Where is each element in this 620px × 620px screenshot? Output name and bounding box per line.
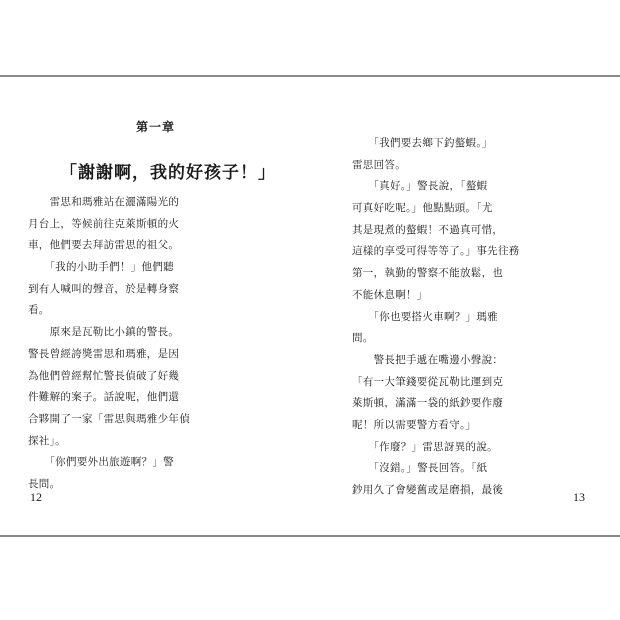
text-line: 問。 <box>352 332 374 345</box>
text-line: 看。 <box>28 304 50 317</box>
text-line: 到有人喊叫的聲音，於是轉身察 <box>28 282 180 295</box>
text-line: 雷思回答。 <box>352 158 406 171</box>
chapter-title: 「謝謝啊，我的好孩子！」 <box>60 163 276 183</box>
text-line: 「我們要去鄉下釣螯蝦。」 <box>352 137 493 149</box>
text-line: 合夥開了一家「雷思與瑪雅少年偵 <box>28 412 190 425</box>
text-line: 雷思和瑪雅站在灑滿陽光的 <box>28 196 180 208</box>
right-page-text <box>352 133 592 502</box>
text-line: 「你們要外出旅遊啊？」警 <box>28 456 174 469</box>
right-page <box>352 78 592 533</box>
chapter-label: 第一章 <box>136 120 176 134</box>
text-line: 原來是瓦勒比小鎮的警長。 <box>28 326 180 339</box>
text-line: 為他們曾經幫忙警長偵破了好幾 <box>28 369 180 382</box>
text-line: 件難解的案子。話說呢，他們還 <box>28 391 180 404</box>
text-line: 長問。 <box>28 477 61 490</box>
text-line: 警長曾經誇獎雷思和瑪雅，是因 <box>28 347 180 360</box>
text-line: 萊斯頓，滿滿一袋的紙鈔要作廢 <box>352 397 504 410</box>
text-line: 第一，執勤的警察不能放鬆，也 <box>352 267 504 280</box>
text-line: 可真好吃呢。」他點點頭。「尤 <box>352 202 493 215</box>
text-line: 呢！所以需要警方看守。」 <box>352 418 477 431</box>
top-border-line <box>0 75 620 77</box>
text-line: 月台上，等候前往克萊斯頓的火 <box>28 217 180 230</box>
page-number-left: 12 <box>30 490 42 504</box>
text-line: 探社」。 <box>28 434 66 447</box>
text-line: 「沒錯。」警長回答。「紙 <box>352 462 488 475</box>
text-line: 「你也要搭火車啊？」瑪雅 <box>352 310 498 323</box>
text-line: 「真好。」警長說，「螯蝦 <box>352 180 488 193</box>
text-line: 不能休息啊！」 <box>352 288 428 301</box>
left-page-text <box>28 192 286 496</box>
text-line: 「作廢？」雷思訝異的說。 <box>352 440 498 453</box>
text-line: 「有一大筆錢要從瓦勒比運到克 <box>352 375 504 388</box>
text-line: 這樣的享受可得等等了。」事先往務 <box>352 245 520 258</box>
left-page <box>28 78 286 533</box>
page-number-right: 13 <box>573 490 585 504</box>
text-line: 鈔用久了會變舊或是磨損，最後 <box>352 484 504 496</box>
text-line: 「我的小助手們！」他們聽 <box>28 261 174 274</box>
text-line: 其是現煮的螯蝦！不過真可惜， <box>352 223 504 236</box>
bottom-border-line <box>0 535 620 537</box>
text-line: 警長把手遞在嘴邊小聲說： <box>352 353 504 366</box>
text-line: 車，他們要去拜訪雷思的祖父。 <box>28 239 180 252</box>
